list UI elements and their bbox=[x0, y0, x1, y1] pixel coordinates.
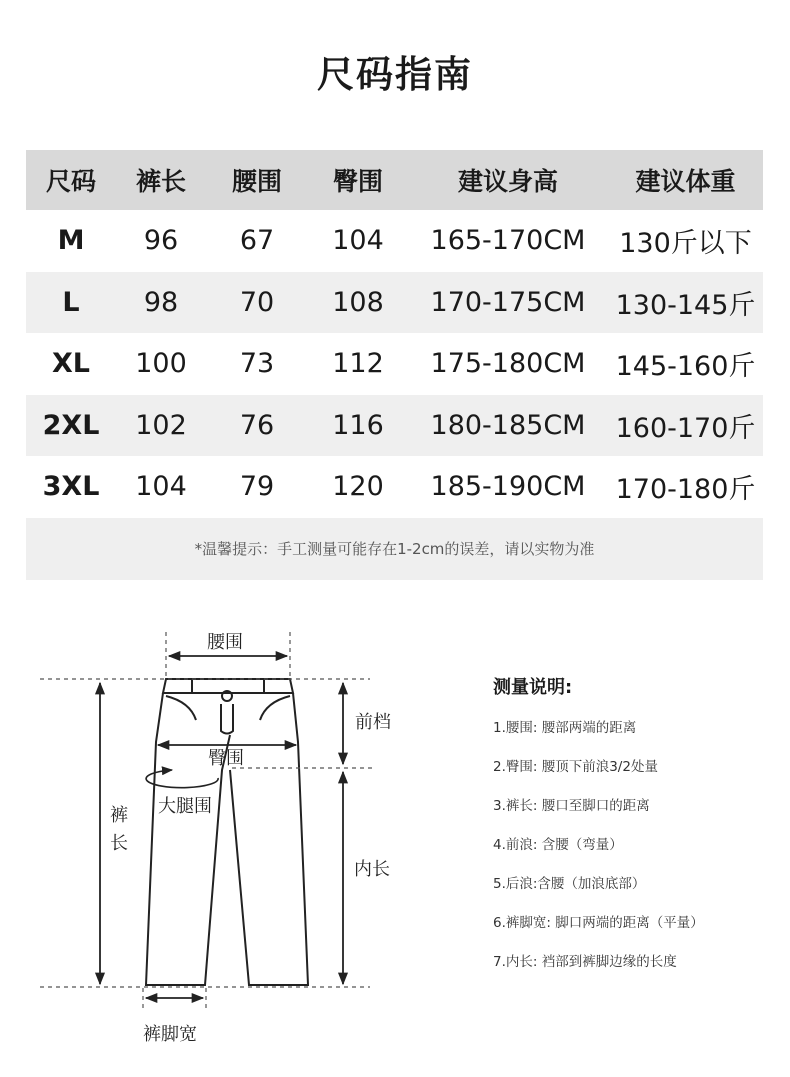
size-chart-table bbox=[26, 150, 763, 580]
cell-size: 2XL bbox=[26, 395, 116, 457]
table-row bbox=[26, 395, 763, 457]
cell-length: 102 bbox=[116, 395, 206, 457]
cell-size: XL bbox=[51, 348, 91, 380]
cell-size: 3XL bbox=[42, 471, 100, 503]
header-length: 裤长 bbox=[116, 150, 206, 210]
instructions-title: 测量说明: bbox=[493, 677, 573, 698]
page-title: 尺码指南 bbox=[317, 53, 473, 96]
header-height: 建议身高 bbox=[408, 150, 608, 210]
cell-length: 104 bbox=[135, 471, 187, 503]
header-waist: 腰围 bbox=[206, 150, 308, 210]
pants-measurement-diagram bbox=[0, 600, 480, 1070]
cell-height: 180-185CM bbox=[408, 395, 608, 457]
cell-height: 165-170CM bbox=[430, 225, 586, 257]
cell-length: 98 bbox=[116, 272, 206, 334]
cell-weight: 160-170斤 bbox=[608, 395, 763, 457]
list-item: 6.裤脚宽: 脚口两端的距离（平量） bbox=[493, 915, 704, 931]
thigh-circumference-icon bbox=[146, 770, 218, 788]
label-thigh: 大腿围 bbox=[158, 796, 212, 817]
cell-height: 175-180CM bbox=[430, 348, 586, 380]
list-item: 2.臀围: 腰顶下前浪3/2处量 bbox=[493, 759, 658, 775]
measurement-note: *温馨提示：手工测量可能存在1-2cm的误差，请以实物为准 bbox=[26, 518, 763, 580]
list-item: 3.裤长: 腰口至脚口的距离 bbox=[493, 798, 650, 814]
list-item: 4.前浪: 含腰（弯量） bbox=[493, 837, 623, 853]
label-length-2: 长 bbox=[110, 833, 128, 854]
label-front-rise: 前档 bbox=[355, 712, 391, 733]
table-row bbox=[26, 456, 763, 518]
cell-weight: 145-160斤 bbox=[615, 351, 756, 383]
cell-size: M bbox=[57, 225, 85, 257]
cell-hip: 104 bbox=[332, 225, 384, 257]
cell-hip: 108 bbox=[308, 272, 408, 334]
cell-height: 170-175CM bbox=[408, 272, 608, 334]
cell-hip: 120 bbox=[332, 471, 384, 503]
label-hem: 裤脚宽 bbox=[143, 1024, 197, 1045]
header-size: 尺码 bbox=[26, 150, 116, 210]
cell-weight: 130斤以下 bbox=[619, 228, 752, 260]
list-item: 7.内长: 裆部到裤脚边缘的长度 bbox=[493, 954, 677, 970]
cell-waist: 73 bbox=[239, 348, 275, 380]
label-length-1: 裤 bbox=[110, 805, 128, 826]
cell-waist: 76 bbox=[206, 395, 308, 457]
cell-weight: 170-180斤 bbox=[615, 474, 756, 506]
pants-outline-icon bbox=[146, 679, 308, 985]
table-note-row bbox=[26, 518, 763, 580]
label-waist: 腰围 bbox=[207, 632, 243, 653]
table-header-row bbox=[26, 150, 763, 210]
table-row bbox=[26, 333, 763, 395]
cell-waist: 79 bbox=[239, 471, 275, 503]
cell-size: L bbox=[26, 272, 116, 334]
label-hip: 臀围 bbox=[208, 748, 244, 769]
table-row bbox=[26, 210, 763, 272]
cell-length: 96 bbox=[143, 225, 179, 257]
guide-lines bbox=[40, 632, 372, 1010]
instructions-list bbox=[493, 718, 704, 991]
label-inseam: 内长 bbox=[354, 859, 390, 880]
table-row bbox=[26, 272, 763, 334]
header-weight: 建议体重 bbox=[608, 150, 763, 210]
cell-weight: 130-145斤 bbox=[608, 272, 763, 334]
cell-length: 100 bbox=[135, 348, 187, 380]
list-item: 1.腰围: 腰部两端的距离 bbox=[493, 720, 637, 736]
cell-waist: 70 bbox=[206, 272, 308, 334]
cell-height: 185-190CM bbox=[430, 471, 586, 503]
header-hip: 臀围 bbox=[308, 150, 408, 210]
list-item: 5.后浪:含腰（加浪底部） bbox=[493, 876, 646, 892]
cell-waist: 67 bbox=[239, 225, 275, 257]
cell-hip: 112 bbox=[332, 348, 384, 380]
cell-hip: 116 bbox=[308, 395, 408, 457]
